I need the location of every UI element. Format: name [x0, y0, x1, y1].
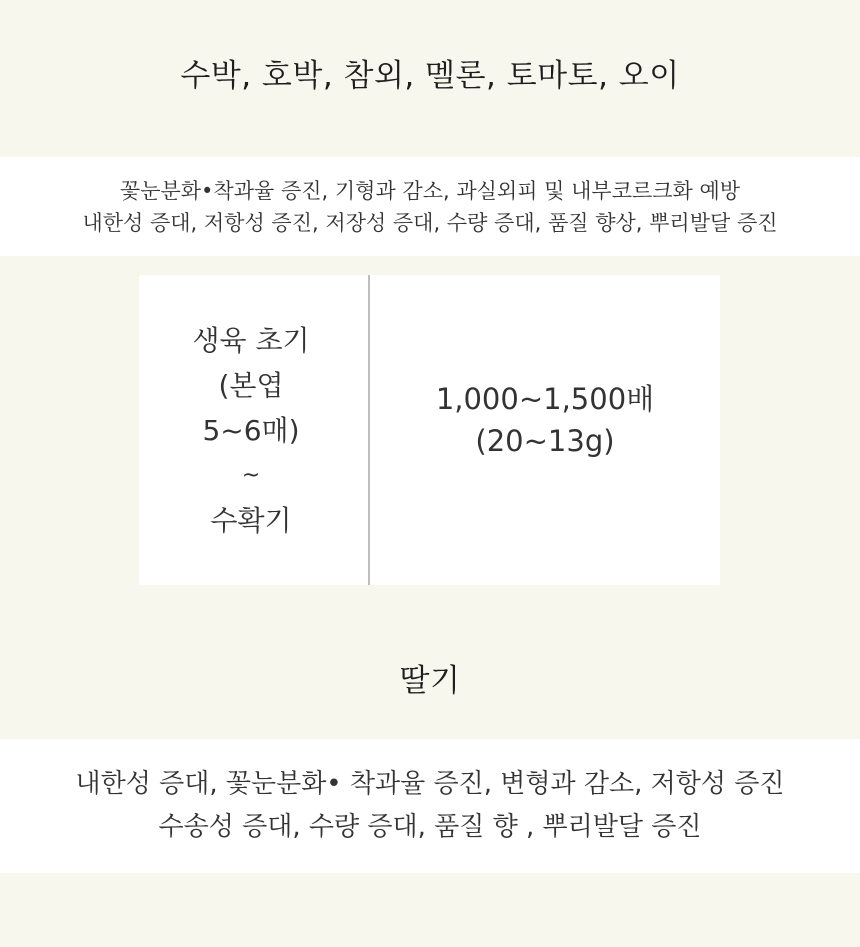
timing-line: 5~6매) [202, 413, 300, 447]
dilution-rate: 1,000~1,500배 [435, 382, 655, 416]
crop-list-title-1: 수박, 호박, 참외, 멜론, 토마토, 오이 [180, 58, 680, 94]
effects-line: 내한성 증대, 저항성 증진, 저장성 증대, 수량 증대, 품질 향상, 뿌리발달 증진 [82, 210, 778, 235]
timing-line: 생육 초기 [192, 323, 310, 357]
dilution-amount: (20~13g) [475, 424, 615, 458]
effects-band-2 [0, 739, 860, 873]
timing-line: (본엽 [218, 368, 284, 402]
effects-line: 수송성 증대, 수량 증대, 품질 향 , 뿌리발달 증진 [158, 812, 702, 842]
crop-list-title-2: 딸기 [399, 663, 461, 699]
application-timing-cell [139, 275, 370, 585]
effects-line: 내한성 증대, 꽃눈분화• 착과율 증진, 변형과 감소, 저항성 증진 [75, 769, 785, 799]
dilution-rate-cell [370, 275, 720, 585]
effects-band-1 [0, 157, 860, 256]
timing-range-separator: ~ [241, 462, 261, 488]
effects-line: 꽃눈분화•착과율 증진, 기형과 감소, 과실외피 및 내부코르크화 예방 [119, 178, 741, 203]
timing-line: 수확기 [210, 503, 292, 537]
usage-table [139, 275, 720, 585]
